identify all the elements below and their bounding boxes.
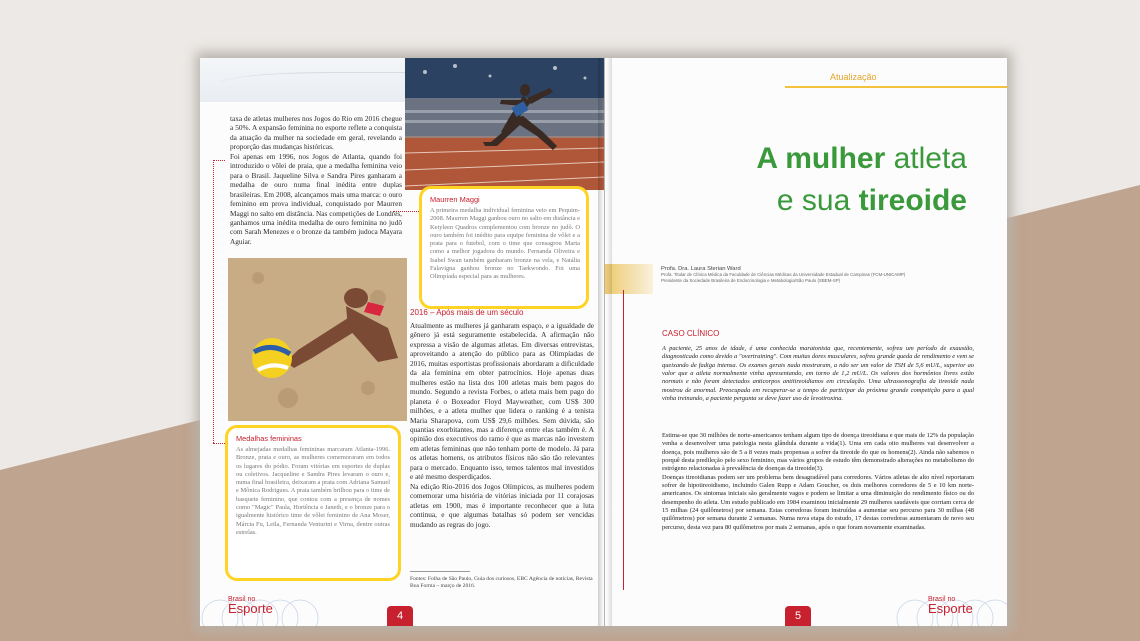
runner-photo xyxy=(405,58,604,190)
box-title: Medalhas femininas xyxy=(236,434,302,443)
sidebar-box-maurren xyxy=(419,186,589,309)
sources-note: Fontes: Folha de São Paulo, Guia dos curiosos, EBC Agência de notícias, Revista Boa Forma – março de 2016. xyxy=(410,576,593,589)
accent-bar xyxy=(605,264,653,294)
title-text: atleta xyxy=(885,142,967,175)
connector-line xyxy=(213,160,214,443)
box-text: As almejadas medalhas femininas marcaram Atlanta-1996. Bronze, prata e ouro, as mulheres comemoraram em todos os lugares do pódio. Foram vitórias em esportes de duplas ou coletivos. Jacqueline e Sandra Pires levaram o ouro e, numa final brasileira, deixaram a prata com Adriana Samuel e Mônica Rodrigues. A prata também brilhou para o time de basquete feminino, que contou com a presença de nomes como "Magic" Paula, Hortência e Janeth, e o bronze para o igualmente histórico time de vôlei feminino de Ana Moser, Márcia Fu, Leila, Fernanda Venturini e Virna, dentre outras estrelas. xyxy=(236,446,390,536)
brand-line: Esporte xyxy=(228,601,273,616)
case-text: A paciente, 25 anos de idade, é uma conhecida maratonista que, recentemente, sofreu um período de exaustão, diagnosticado como devido a "overtraining". Com muitas dores musculares, sofreu grande queda de rendimento e vem se queixando de fadiga intensa. Os exames gerais nada mostraram, a não ser um valor de TSH de 5,6 mU/L, superior ao valor que a atleta normalmente vinha apresentando, em torno de 1,2 mU/L. Os valores dos hormônios livres estão normais e não foram detectados anticorpos antitireoidianos em circulação. Uma ultrassonografia da tireoide nada mostrou de anormal. Preocupada em recuperar-se a tempo de participar da próxima grande competição para a qual vinha treinando, a paciente pergunta se deve fazer uso de levotiroxina. xyxy=(662,345,974,403)
right-page xyxy=(605,58,1007,626)
author-affiliation: Profa. Titular de Clínica Médica da Faculdade de Ciências Médicas da Universidade Estadual de Campinas (FCM-UNICAMP) xyxy=(661,272,906,277)
left-page xyxy=(200,58,604,626)
section-label: Atualização xyxy=(830,72,877,82)
author-affiliation: Presidente da Sociedade Brasileira de Endocrinologia e Metabologia/São Paulo (SBEM-SP) xyxy=(661,278,841,283)
author-block xyxy=(661,266,981,284)
section-rule xyxy=(785,86,1007,88)
paragraph: Estima-se que 30 milhões de norte-americanos tenham algum tipo de doença tireoidiana e que mais de 12% da população venha a desenvolver uma patologia nesta glândula durante a vida(1). Uma em cada oito mulheres vai desenvolver a doença, pois mulheres são de 5 a 8 vezes mais propensas a sofrer da tireoide do que os homens(2). Ainda não sabemos o porquê desta predileção pelo sexo feminino, mas vários grupos de estudo têm demonstrado alterações no metabolismo do estrógeno relacionadas à prevalência de doenças da tireoide(3). xyxy=(662,432,974,473)
brand-line: Esporte xyxy=(928,601,973,616)
article-body xyxy=(662,432,974,532)
section-title: 2016 – Após mais de um século xyxy=(410,308,524,317)
box-text: A primeira medalha individual feminina veio em Pequim-2008. Maurren Maggi ganhou ouro no salto em distância e Ketyleen Quadros complementou com bronze no judô. O ouro também foi inédito para equipe feminina de vôlei e a prata para o futebol, com o time que consagrou Marta como a melhor jogadora do mundo. Fernanda Oliveira e Isabel Swan também ganharam bronze na vela, e Natália Falavigna ganhou bronze no Taekwondo. Foi uma Olimpíada especial para as mulheres. xyxy=(430,207,580,281)
connector-line xyxy=(213,160,225,161)
paragraph: Atualmente as mulheres já ganharam espaço, e a igualdade de gênero já está seguramente estabelecida. A afirmação não expressa a visão de algumas atletas. Em diversas entrevistas, aproveitando a atenção do público para as Olimpíadas de 2016, muitas esportistas profissionais abordaram a dificuldade da ala feminina em obter patrocínios. Hoje apenas duas mulheres estão na lista dos 100 atletas mais bem pagos do mundo. Segundo a revista Forbes, o atleta mais bem pago do planeta é o Boxeador Floyd Mayweather, com US$ 300 milhões, e a atleta mulher que lidera o ranking é a tenista Maria Sharapova, com US$ 29,6 milhões. Sem dúvida, são quantias exorbitantes, mas a diferença entre elas também é. A opinião dos executivos do ramo é que as marcas não investem em atletas femininas que não tenham porte de modelo. Já para os atletas homens, os atributos físicos não são tão relevantes para o mercado. Enquanto isso, temos talentos mal investidos e até mesmo desperdiçados. xyxy=(410,321,594,482)
connector-line xyxy=(393,211,419,212)
title-bold: A mulher xyxy=(756,142,886,175)
article-title-line2 xyxy=(605,186,967,216)
brand-logo xyxy=(928,596,973,615)
article-title-line1 xyxy=(605,144,967,174)
title-text: e sua xyxy=(776,184,859,217)
magazine-spine xyxy=(598,58,612,626)
paragraph: Foi apenas em 1996, nos Jogos de Atlanta, quando foi introduzido o vôlei de praia, que a medalha feminina veio para o Brasil. Jaqueline Silva e Sandra Pires ganharam a medalha de ouro numa final inédita entre duplas brasileiras. Em 2008, alcançamos mais uma marca: o ouro feminino em prova individual, conquistado por Maurren Maggi no salto em distância. Nas competições de Londres, ganhamos uma inédita medalha de ouro feminina no judô com Sarah Menezes e o bronze da também judoca Mayara Aguiar. xyxy=(230,151,402,246)
margin-rule xyxy=(623,290,624,590)
brand-line: Brasil no xyxy=(228,596,256,603)
volleyball-photo xyxy=(228,258,407,421)
author-name: Profa. Dra. Laura Sterian Ward xyxy=(661,266,741,272)
paragraph: Na edição Rio-2016 dos Jogos Olímpicos, as mulheres podem comemorar uma história de vitórias iniciada por 11 corajosas atletas em 1900, mas é importante reconhecer que a luta continua, e que algumas batalhas só podem ser vencidas mudando as regras do jogo. xyxy=(410,481,594,529)
page-number: 4 xyxy=(387,606,413,626)
case-label: CASO CLÍNICO xyxy=(662,329,720,338)
page-number: 5 xyxy=(785,606,811,626)
top-decor xyxy=(200,58,405,102)
paragraph: taxa de atletas mulheres nos Jogos do Rio em 2016 chegue a 50%. A expansão feminina no esporte reflete a conquista da atuação da mulher na sociedade em geral, revelando a proporção das mudanças históricas. xyxy=(230,114,402,152)
brand-line: Brasil no xyxy=(928,596,956,603)
title-bold: tireoide xyxy=(858,184,967,217)
brand-logo xyxy=(228,596,273,615)
paragraph: Doenças tireoidianas podem ser um problema bem desagradável para corredores. Vários atletas de alto nível reportaram sofrer de hipotireoidismo, incluindo Galen Rupp e Adam Goucher, os dois melhores corredores de 5 e 10 km norte-americanos. Os sintomas iniciais são geralmente vagos e podem se limitar a uma diminuição do rendimento físico ou do desempenho do atleta. Um estudo publicado em 1984 examinou inicialmente 29 mulheres saudáveis que corriam cerca de 15 milhas (24 quilômetros) por semana. Estas corredoras foram instruídas a aumentar seu percurso para 30 milhas (48 quilômetros) por semana durante 2 semanas. Numa nova etapa do estudo, 17 destas corredoras aumentaram de novo seu percurso, desta vez para 80 quilômetros por mais 2 semanas, após o que foram novamente examinadas. xyxy=(662,473,974,531)
box-title: Maurren Maggi xyxy=(430,195,480,204)
body-text-intro xyxy=(230,114,402,246)
sidebar-box-medalhas xyxy=(225,425,401,581)
divider xyxy=(410,571,470,572)
body-text-section xyxy=(410,321,594,529)
